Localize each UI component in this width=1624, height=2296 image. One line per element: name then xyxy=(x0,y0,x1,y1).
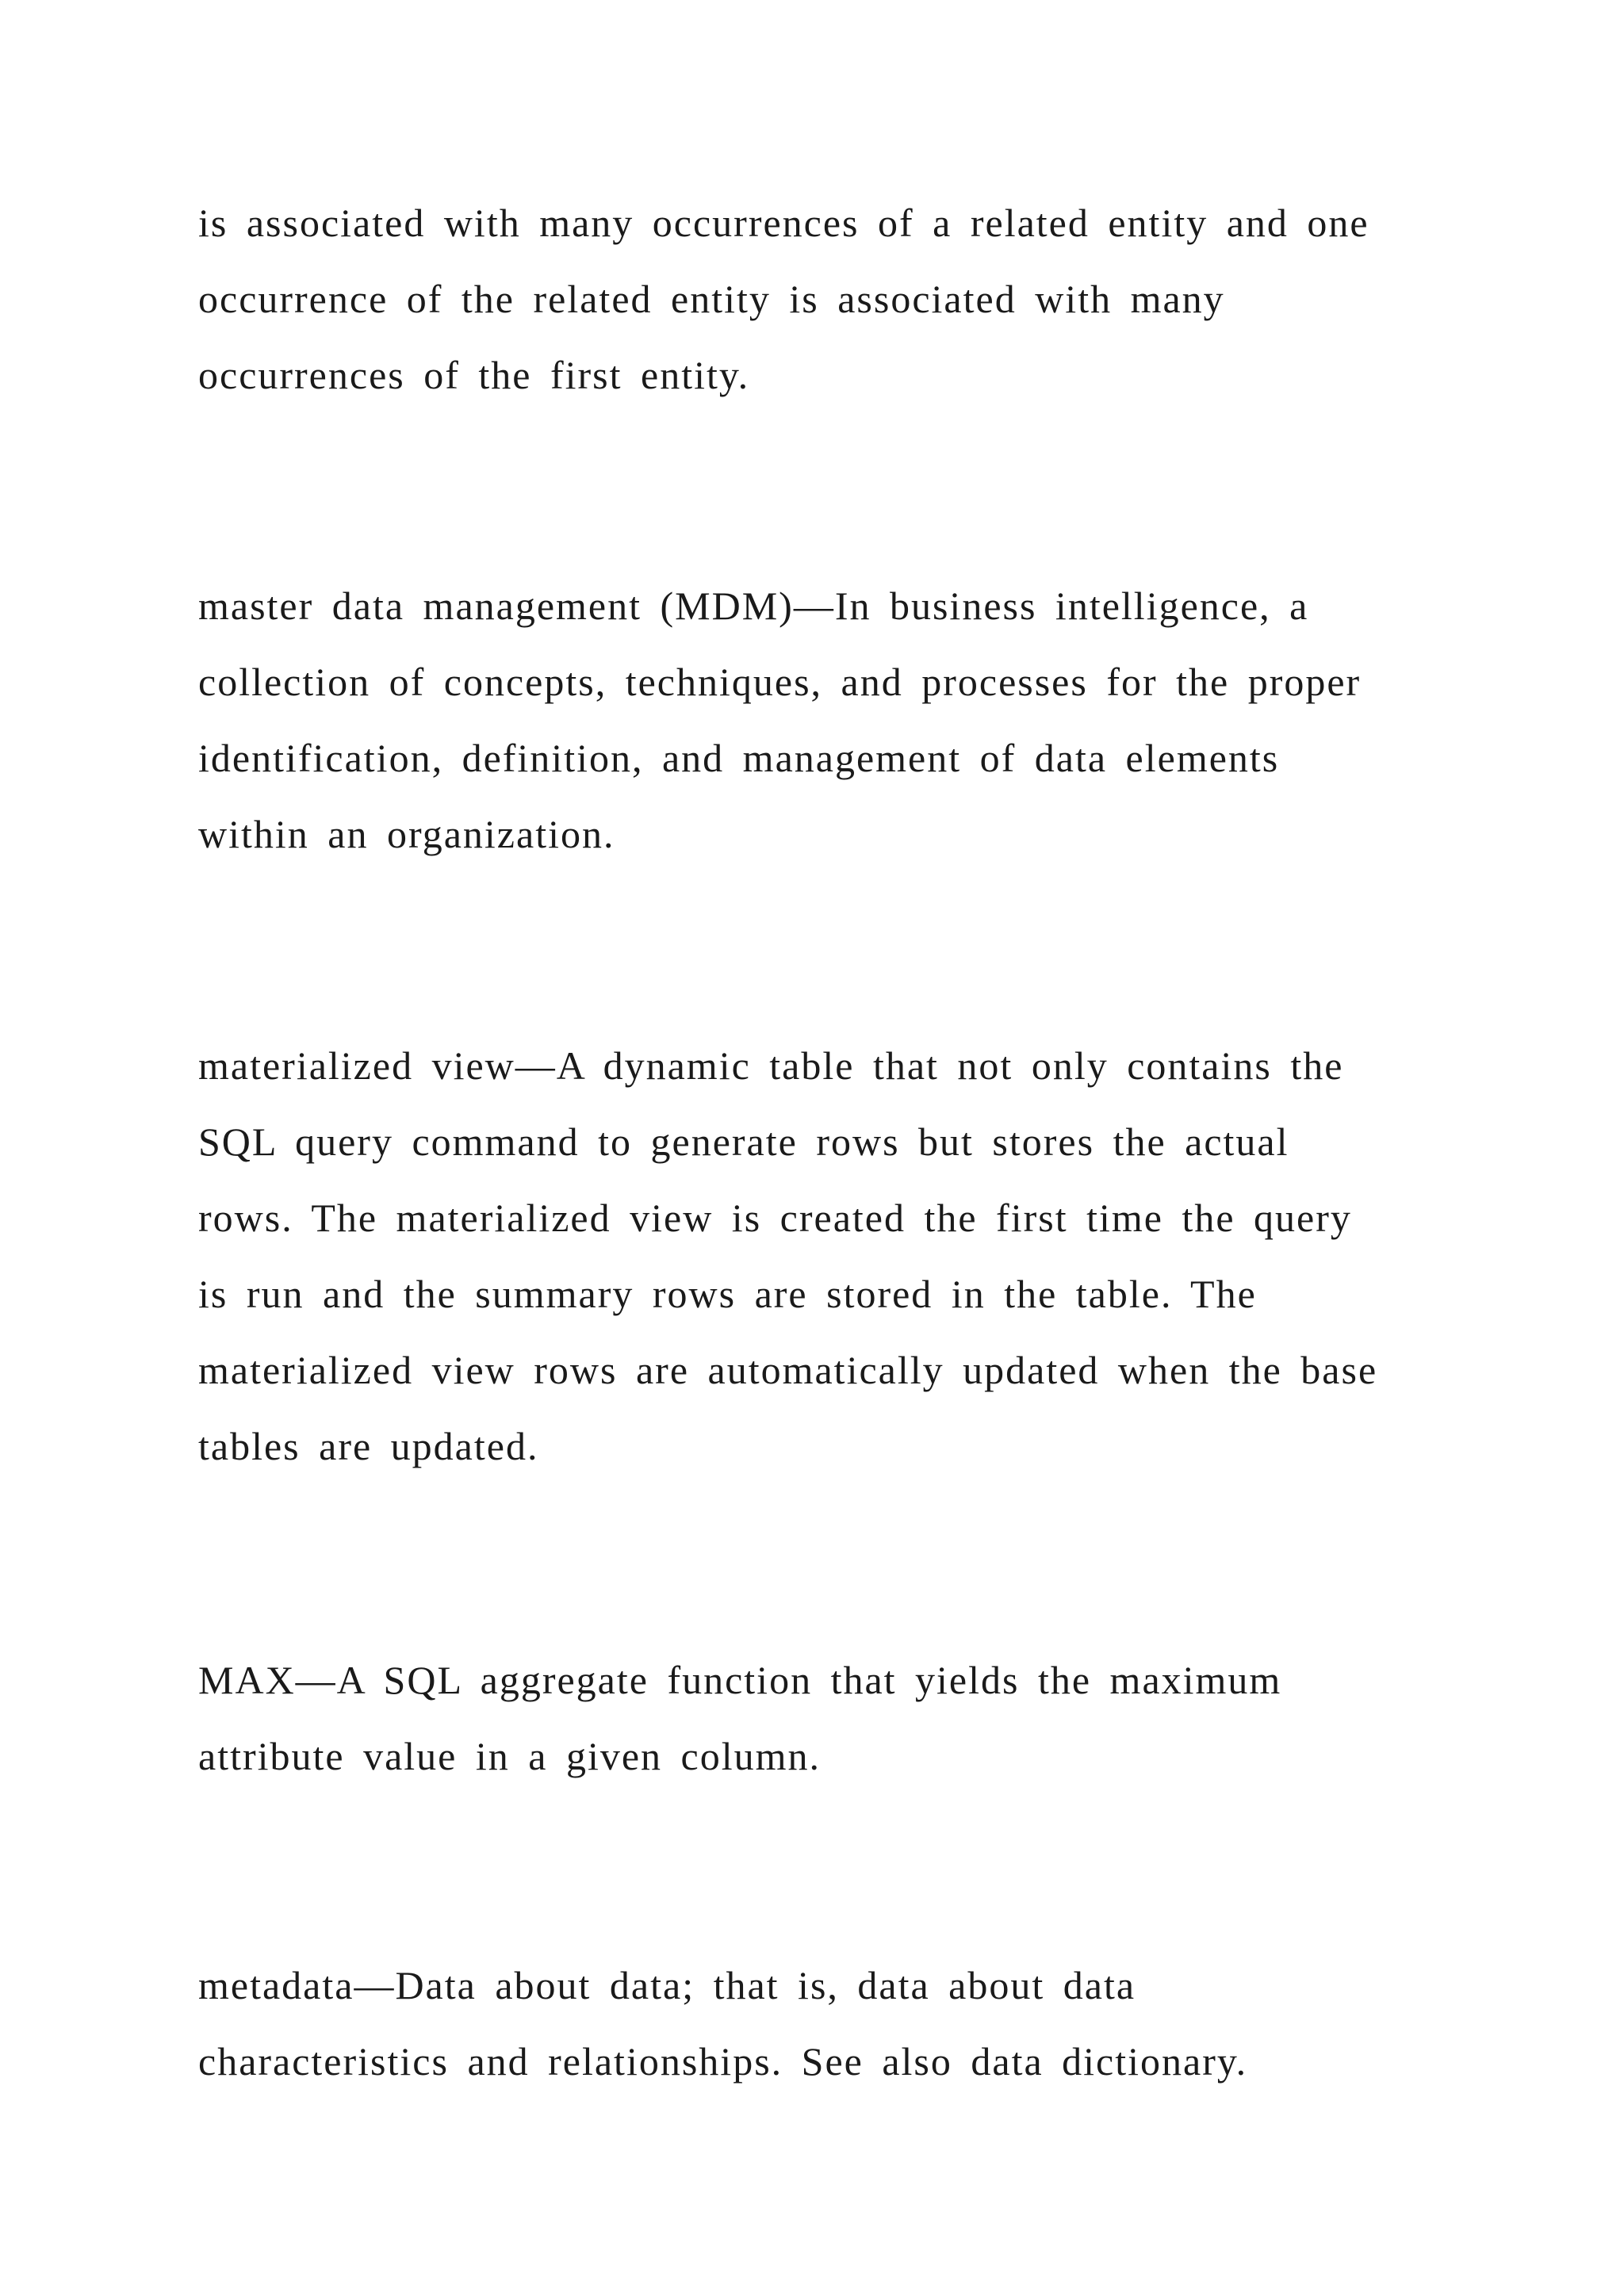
text-line: is run and the summary rows are stored in the table. The xyxy=(198,1272,1257,1316)
glossary-entry-master-data-management xyxy=(198,568,1483,872)
text-line: collection of concepts, techniques, and processes for the proper xyxy=(198,660,1362,704)
text-line: is associated with many occurrences of a related entity and one xyxy=(198,201,1369,245)
text-line: master data management (MDM)—In business intelligence, a xyxy=(198,584,1309,628)
glossary-entry-max xyxy=(198,1642,1483,1794)
text-line: characteristics and relationships. See also data dictionary. xyxy=(198,2039,1248,2084)
text-line: rows. The materialized view is created the first time the query xyxy=(198,1196,1352,1240)
text-line: materialized view—A dynamic table that not only contains the xyxy=(198,1043,1344,1088)
text-line: MAX—A SQL aggregate function that yields the maximum xyxy=(198,1658,1282,1702)
text-line: within an organization. xyxy=(198,812,615,856)
glossary-entry-materialized-view xyxy=(198,1027,1483,1484)
text-line: SQL query command to generate rows but stores the actual xyxy=(198,1119,1289,1164)
glossary-entry-continuation xyxy=(198,185,1483,413)
text-line: attribute value in a given column. xyxy=(198,1734,822,1778)
text-line: occurrences of the first entity. xyxy=(198,353,750,397)
text-line: occurrence of the related entity is associated with many xyxy=(198,277,1225,321)
text-line: materialized view rows are automatically updated when the base xyxy=(198,1348,1378,1392)
text-line: metadata—Data about data; that is, data about data xyxy=(198,1963,1136,2007)
text-line: identification, definition, and management of data elements xyxy=(198,736,1280,780)
text-line: tables are updated. xyxy=(198,1424,539,1468)
glossary-entry-metadata xyxy=(198,1947,1483,2099)
